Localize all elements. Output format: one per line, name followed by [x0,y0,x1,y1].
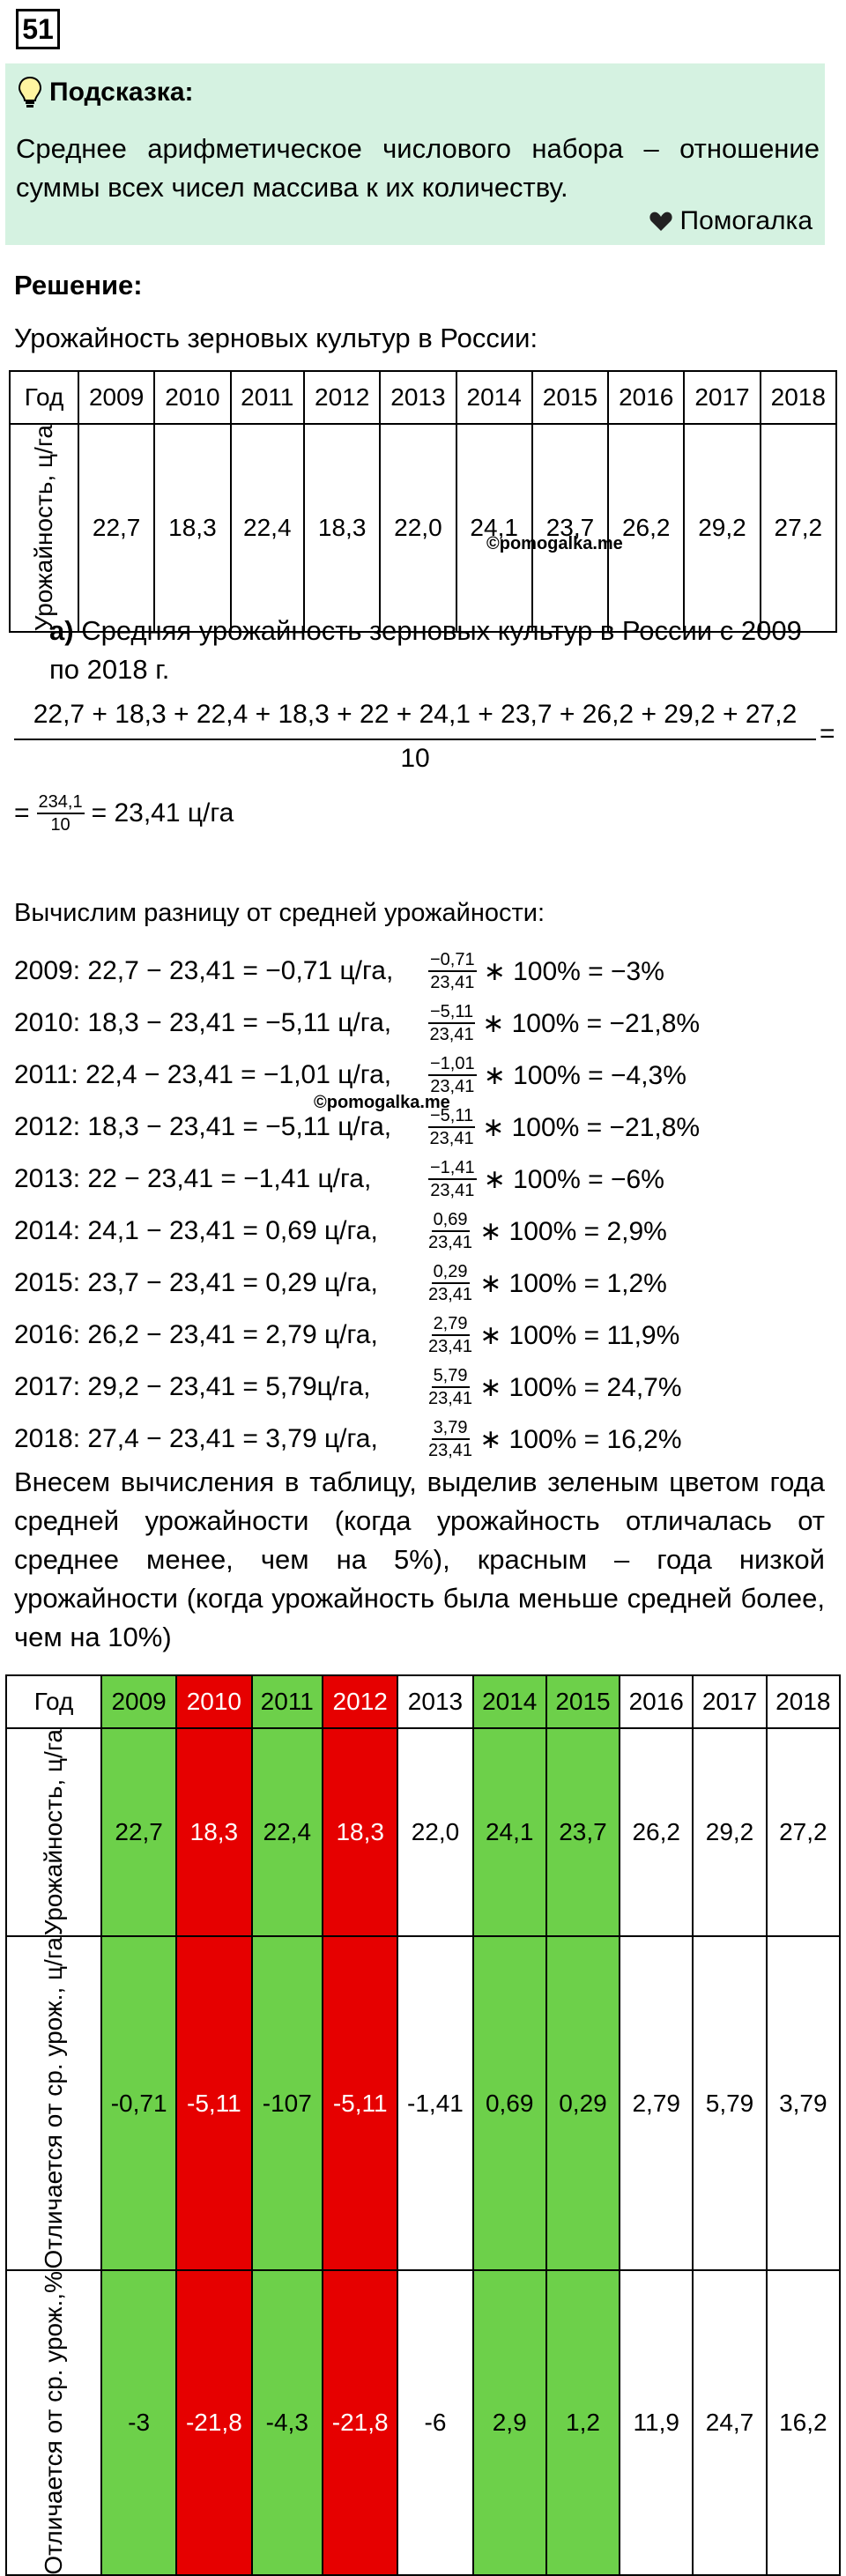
yield-cell: 26,2 [608,424,684,632]
percent-cell: 11,9 [620,2270,693,2576]
calc-difference: 2011: 22,4 − 23,41 = −1,01 ц/га, [14,1060,392,1089]
calc-fraction: $\frac{5,79}{23,41}$ [428,1366,473,1408]
hint-brand: Помогалка [649,206,813,236]
year-cell: 2012 [323,1675,397,1728]
calc-row [14,1154,664,1204]
lightbulb-icon [18,76,42,109]
calc-difference: 2016: 26,2 − 23,41 = 2,79 ц/га, [14,1320,378,1349]
calc-percent: $\frac{3,79}{23,41}$ ∗ 100% = 16,2% [428,1418,682,1460]
yield-cell: 22,0 [380,424,456,632]
part-a-text: Средняя урожайность зерновых культур в России с 2009 по 2018 г. [49,615,802,685]
diff-cell: -5,11 [176,1936,251,2269]
calc-percent: $\frac{0,69}{23,41}$ ∗ 100% = 2,9% [428,1210,667,1252]
sum-equals: = [820,719,835,748]
calc-percent: $\frac{-1,01}{23,41}$ ∗ 100% = −4,3% [430,1054,686,1096]
yield-table [9,370,837,633]
yield-header: Урожайность, ц/га [10,424,78,632]
calc-percent: $\frac{-5,11}{23,41}$ ∗ 100% = −21,8% [429,1106,701,1148]
yield-cell: 18,3 [304,424,380,632]
yield-cell: 27,2 [761,424,836,632]
calc-row [14,1362,682,1412]
watermark-2: ©pomogalka.me [314,1093,450,1112]
year-cell: 2010 [176,1675,251,1728]
calc-percent: $\frac{-0,71}{23,41}$ ∗ 100% = −3% [430,950,664,992]
row-header-yield: Урожайность, ц/га [6,1728,101,1936]
calc-row [14,1310,679,1360]
year-cell: 2016 [620,1675,693,1728]
yield-cell: 29,2 [693,1728,766,1936]
year-header: Год [6,1675,101,1728]
calc-fraction: $\frac{3,79}{23,41}$ [428,1418,473,1460]
yield-cell: 22,7 [78,424,154,632]
calc-fraction: $\frac{0,69}{23,41}$ [428,1210,473,1252]
calc-row [14,998,700,1048]
diff-cell: 0,29 [546,1936,620,2269]
calc-difference: 2012: 18,3 − 23,41 = −5,11 ц/га, [14,1112,392,1141]
watermark: ©pomogalka.me [486,534,623,553]
diff-cell: -5,11 [323,1936,397,2269]
yield-cell: 18,3 [323,1728,397,1936]
yield-cell: 26,2 [620,1728,693,1936]
yield-cell: 18,3 [176,1728,251,1936]
yield-cell: 22,4 [252,1728,323,1936]
hint-title: Подсказка: [18,76,194,109]
calc-fraction: $\frac{2,79}{23,41}$ [428,1314,473,1356]
calc-row [14,1258,667,1308]
year-header: Год [10,371,78,424]
calc-percent: $\frac{-1,41}{23,41}$ ∗ 100% = −6% [430,1158,664,1200]
percent-cell: -4,3 [252,2270,323,2576]
percent-cell: -21,8 [176,2270,251,2576]
diff-cell: 3,79 [767,1936,840,2269]
diff-title: Вычислим разницу от средней урожайности: [14,899,545,927]
yield-cell: 22,4 [231,424,304,632]
calc-fraction: $\frac{-1,41}{23,41}$ [430,1158,475,1200]
yield-cell: 18,3 [154,424,230,632]
row-header-percent: Отличается от ср. урож.,% [6,2270,101,2576]
percent-cell: -21,8 [323,2270,397,2576]
hint-text: Среднее арифметическое числового набора – отношение суммы всех чисел массива к их количеству. [16,133,820,203]
calc-percent: $\frac{2,79}{23,41}$ ∗ 100% = 11,9% [428,1314,680,1356]
calc-difference: 2013: 22 − 23,41 = −1,41 ц/га, [14,1164,372,1193]
year-cell: 2016 [608,371,684,424]
diff-cell: -0,71 [101,1936,176,2269]
conclusion-text: Внесем вычисления в таблицу, выделив зеленым цветом года средней урожайности (когда урожайность отличалась от среднее менее, чем на 5%), красным – года низкой урожайности (когда урожайность была меньше средней более, чем на 10%) [14,1466,825,1652]
percent-cell: 2,9 [473,2270,546,2576]
calc-difference: 2009: 22,7 − 23,41 = −0,71 ц/га, [14,956,394,985]
calc-fraction: $\frac{-0,71}{23,41}$ [430,950,475,992]
year-cell: 2011 [231,371,304,424]
calc-difference: 2018: 27,4 − 23,41 = 3,79 ц/га, [14,1424,378,1453]
mean-result-line: = $\frac{234,1}{10}$ = 23,41 ц/га [14,792,234,835]
yield-cell: 24,1 [456,424,532,632]
calc-percent: $\frac{5,79}{23,41}$ ∗ 100% = 24,7% [428,1366,682,1408]
calc-row [14,1414,682,1464]
diff-cell: 0,69 [473,1936,546,2269]
part-a [49,612,834,689]
sum-denominator: 10 [400,744,430,773]
year-cell: 2018 [761,371,836,424]
year-cell: 2017 [684,371,760,424]
calc-fraction: $\frac{0,29}{23,41}$ [428,1262,473,1304]
percent-cell: 1,2 [546,2270,620,2576]
year-cell: 2017 [693,1675,766,1728]
calc-fraction: $\frac{-5,11}{23,41}$ [429,1106,474,1148]
result-table [5,1674,841,2576]
yield-cell: 22,0 [397,1728,472,1936]
calc-difference: 2010: 18,3 − 23,41 = −5,11 ц/га, [14,1008,392,1037]
diff-cell: -1,41 [397,1936,472,2269]
mean-fraction: $\frac{234,1}{10}$ [38,792,83,835]
year-cell: 2010 [154,371,230,424]
hint-box [5,63,825,245]
yield-cell: 27,2 [767,1728,840,1936]
diff-cell: 2,79 [620,1936,693,2269]
calc-difference: 2014: 24,1 − 23,41 = 0,69 ц/га, [14,1216,378,1245]
calc-row [14,1206,667,1256]
year-cell: 2014 [456,371,532,424]
sum-fraction-line [14,739,816,740]
calc-fraction: $\frac{-5,11}{23,41}$ [429,1002,474,1044]
yield-cell: 23,7 [546,1728,620,1936]
row-header-diff: Отличается от ср. урож., ц/га [6,1936,101,2269]
year-cell: 2013 [397,1675,472,1728]
diff-cell: -107 [252,1936,323,2269]
year-cell: 2011 [252,1675,323,1728]
task-number: 51 [16,9,60,49]
year-cell: 2014 [473,1675,546,1728]
percent-cell: 16,2 [767,2270,840,2576]
intro-text: Урожайность зерновых культур в России: [14,323,538,353]
year-cell: 2018 [767,1675,840,1728]
percent-cell: -3 [101,2270,176,2576]
calc-percent: $\frac{0,29}{23,41}$ ∗ 100% = 1,2% [428,1262,667,1304]
diff-cell: 5,79 [693,1936,766,2269]
solution-title: Решение: [14,270,143,301]
year-cell: 2009 [101,1675,176,1728]
calc-difference: 2015: 23,7 − 23,41 = 0,29 ц/га, [14,1268,378,1297]
year-cell: 2009 [78,371,154,424]
year-cell: 2012 [304,371,380,424]
year-cell: 2015 [532,371,608,424]
year-cell: 2015 [546,1675,620,1728]
yield-cell: 23,7 [532,424,608,632]
calc-fraction: $\frac{-1,01}{23,41}$ [430,1054,475,1096]
yield-cell: 22,7 [101,1728,176,1936]
heart-icon [649,210,673,233]
part-a-label: а) [49,615,74,646]
calc-percent: $\frac{-5,11}{23,41}$ ∗ 100% = −21,8% [429,1002,701,1044]
percent-cell: -6 [397,2270,472,2576]
calc-row [14,947,664,996]
percent-cell: 24,7 [693,2270,766,2576]
calc-difference: 2017: 29,2 − 23,41 = 5,79ц/га, [14,1372,371,1401]
yield-cell: 24,1 [473,1728,546,1936]
yield-cell: 29,2 [684,424,760,632]
year-cell: 2013 [380,371,456,424]
sum-numerator: 22,7 + 18,3 + 22,4 + 18,3 + 22 + 24,1 + 23,7 + 26,2 + 29,2 + 27,2 [33,700,798,729]
